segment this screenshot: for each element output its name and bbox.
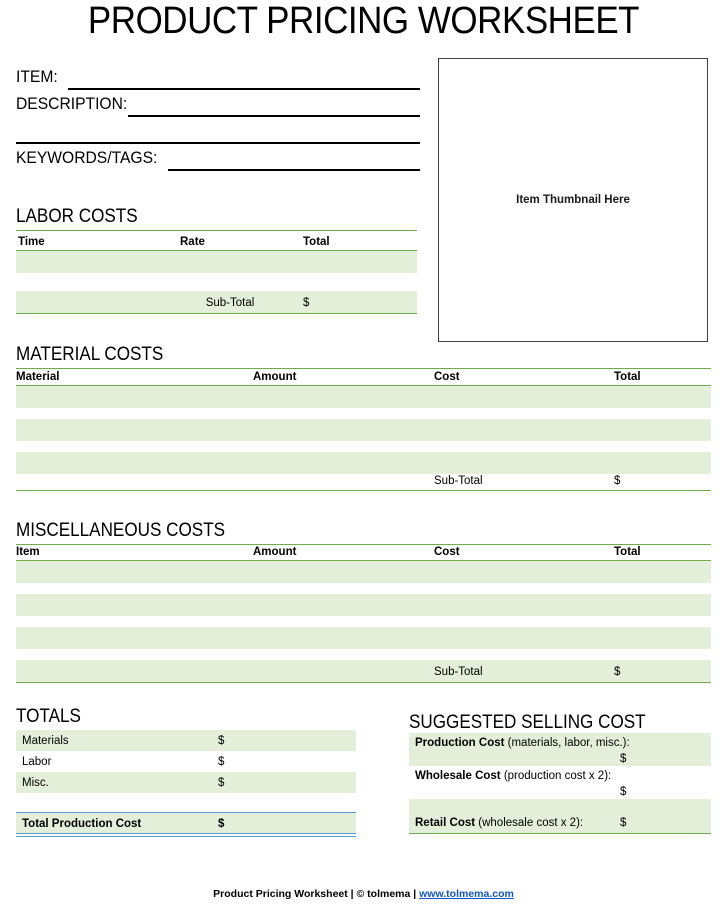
materials-column-total: Total bbox=[614, 371, 641, 383]
total-production-value[interactable]: $ bbox=[218, 818, 225, 830]
total-production-rule-bottom-2 bbox=[16, 836, 356, 837]
field-item-rule bbox=[68, 88, 420, 90]
item-thumbnail-box[interactable] bbox=[438, 58, 708, 342]
section-heading-materials: MATERIAL COSTS bbox=[16, 344, 164, 365]
materials-column-cost: Cost bbox=[434, 371, 460, 383]
suggested-bottom-rule bbox=[409, 833, 711, 834]
misc-row-3[interactable] bbox=[16, 627, 711, 649]
misc-column-cost: Cost bbox=[434, 546, 460, 558]
field-description-line2[interactable] bbox=[16, 120, 420, 146]
misc-subtotal-row bbox=[16, 660, 711, 682]
field-keywords-label: KEYWORDS/TAGS: bbox=[16, 148, 158, 167]
footer bbox=[0, 888, 727, 900]
suggested-label-wholesale bbox=[415, 769, 631, 784]
section-heading-misc: MISCELLANEOUS COSTS bbox=[16, 520, 226, 541]
field-item[interactable] bbox=[16, 66, 420, 92]
totals-row-labor[interactable] bbox=[16, 751, 356, 772]
misc-row-2[interactable] bbox=[16, 594, 711, 616]
misc-column-amount: Amount bbox=[253, 546, 297, 558]
materials-row-1[interactable] bbox=[16, 386, 711, 408]
labor-subtotal-rule bbox=[16, 313, 417, 314]
item-thumbnail-placeholder: Item Thumbnail Here bbox=[516, 194, 630, 206]
field-keywords-rule bbox=[168, 169, 420, 171]
totals-label-misc: Misc. bbox=[22, 777, 49, 789]
misc-subtotal-value[interactable]: $ bbox=[614, 666, 621, 678]
labor-column-total: Total bbox=[303, 236, 330, 248]
labor-subtotal-value[interactable]: $ bbox=[303, 297, 310, 309]
misc-column-total: Total bbox=[614, 546, 641, 558]
labor-row-1[interactable] bbox=[16, 251, 417, 273]
suggested-value-retail[interactable]: $ bbox=[620, 817, 627, 829]
materials-heading-rule bbox=[16, 368, 711, 369]
suggested-label-retail-bold: Retail Cost bbox=[415, 817, 476, 829]
footer-link[interactable]: www.tolmema.com bbox=[419, 888, 514, 900]
section-heading-labor: LABOR COSTS bbox=[16, 206, 138, 227]
totals-value-misc[interactable]: $ bbox=[218, 777, 225, 789]
section-heading-suggested: SUGGESTED SELLING COST bbox=[409, 712, 646, 733]
totals-label-labor: Labor bbox=[22, 756, 52, 768]
suggested-label-production-rest: (materials, labor, misc.): bbox=[504, 737, 630, 749]
field-description[interactable] bbox=[16, 93, 420, 119]
suggested-label-wholesale-rest: (production cost x 2): bbox=[500, 770, 612, 782]
suggested-value-wholesale[interactable]: $ bbox=[620, 786, 627, 798]
materials-subtotal-value[interactable]: $ bbox=[614, 475, 621, 487]
suggested-label-retail bbox=[415, 816, 631, 831]
field-item-label: ITEM: bbox=[16, 67, 58, 86]
suggested-label-production bbox=[415, 736, 631, 751]
materials-row-3[interactable] bbox=[16, 452, 711, 474]
labor-column-time: Time bbox=[18, 236, 45, 248]
suggested-label-production-bold: Production Cost bbox=[415, 737, 505, 749]
suggested-label-wholesale-bold: Wholesale Cost bbox=[415, 770, 501, 782]
materials-column-amount: Amount bbox=[253, 371, 297, 383]
materials-row-2[interactable] bbox=[16, 419, 711, 441]
total-production-rule-bottom-1 bbox=[16, 833, 356, 834]
totals-value-labor[interactable]: $ bbox=[218, 756, 225, 768]
field-keywords[interactable] bbox=[16, 147, 420, 173]
totals-label-materials: Materials bbox=[22, 735, 69, 747]
totals-row-misc[interactable] bbox=[16, 772, 356, 793]
labor-row-spacer bbox=[16, 273, 417, 284]
section-heading-totals: TOTALS bbox=[16, 706, 81, 727]
field-description-rule bbox=[128, 115, 420, 117]
footer-text: Product Pricing Worksheet | © tolmema | bbox=[213, 888, 420, 900]
page-title: PRODUCT PRICING WORKSHEET bbox=[87, 0, 640, 42]
field-description-label: DESCRIPTION: bbox=[16, 94, 128, 113]
materials-subtotal-label: Sub-Total bbox=[434, 475, 483, 487]
suggested-value-production[interactable]: $ bbox=[620, 753, 627, 765]
materials-column-material: Material bbox=[16, 371, 60, 383]
total-production-label: Total Production Cost bbox=[22, 818, 142, 830]
misc-row-1[interactable] bbox=[16, 561, 711, 583]
misc-column-item: Item bbox=[16, 546, 40, 558]
misc-subtotal-label: Sub-Total bbox=[434, 666, 483, 678]
labor-heading-rule bbox=[16, 230, 417, 231]
totals-value-materials[interactable]: $ bbox=[218, 735, 225, 747]
suggested-label-retail-rest: (wholesale cost x 2): bbox=[475, 817, 584, 829]
misc-heading-rule bbox=[16, 544, 711, 545]
labor-subtotal-label: Sub-Total bbox=[205, 297, 255, 309]
misc-subtotal-rule bbox=[16, 682, 711, 683]
materials-subtotal-rule bbox=[16, 490, 711, 491]
labor-column-rate: Rate bbox=[180, 236, 205, 248]
field-description-rule-2 bbox=[16, 142, 420, 144]
